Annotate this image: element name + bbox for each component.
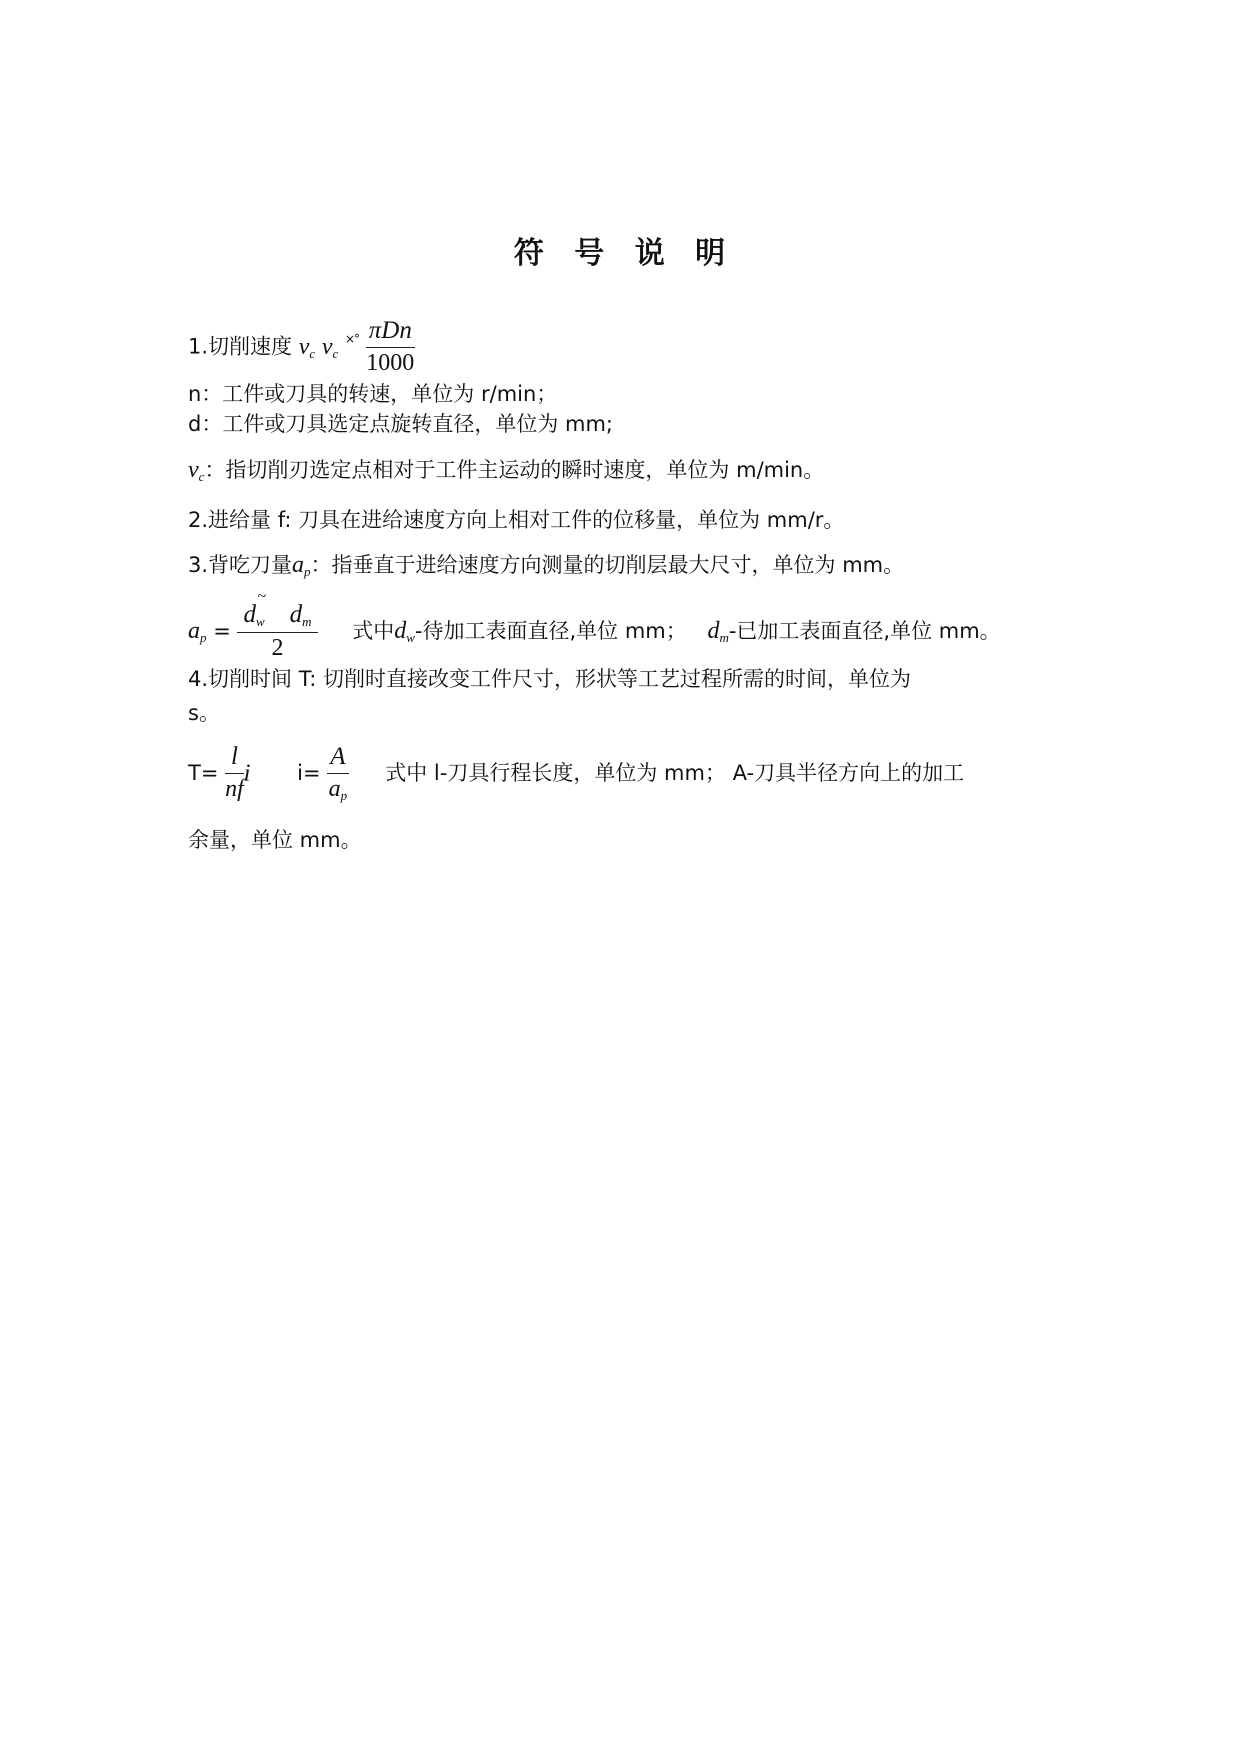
dw-description: -待加工表面直径,单位 mm； [414, 618, 687, 643]
ap-fraction [237, 602, 317, 661]
time-formula-line [188, 744, 964, 803]
time-fraction [225, 744, 244, 802]
garbled-glyph: ×° [344, 332, 360, 347]
line-n: n：工件或刀具的转速，单位为 r/min； [188, 382, 558, 406]
title-char: 号 [574, 236, 607, 271]
item-cutting-speed [188, 318, 415, 376]
title-char: 明 [695, 236, 728, 271]
line-vc [188, 458, 824, 483]
time-numerator: l [225, 744, 244, 774]
item3-label: 3.背吃刀量 [188, 553, 293, 577]
ap-denominator: 2 [271, 634, 284, 661]
vc-symbol: $v_c$ [298, 333, 316, 361]
formula-where: 式中 [352, 618, 395, 643]
ap-formula-line [188, 602, 1001, 661]
item-feed: 2.进给量 f: 刀具在进给速度方向上相对工件的位移量，单位为 mm/r。 [188, 508, 845, 532]
line-d: d：工件或刀具选定点旋转直径，单位为 mm; [188, 412, 613, 436]
formula-numerator: πDn [366, 318, 415, 348]
title-char: 符 [513, 236, 546, 271]
time-denominator: nf [225, 776, 244, 803]
i-equals: i= [297, 760, 321, 785]
vc-description: ：指切削刃选定点相对于工件主运动的瞬时速度，单位为 m/min。 [204, 458, 825, 482]
formula-denominator: 1000 [366, 350, 415, 377]
i-symbol: i [243, 760, 251, 787]
dm-symbol: $d_m$ [707, 617, 729, 645]
item-cutting-time-cont: s。 [188, 701, 220, 725]
item1-label: 1.切削速度 [188, 334, 293, 359]
ap-description: ：指垂直于进给速度方向测量的切削层最大尺寸，单位为 mm。 [310, 553, 905, 577]
time-formula-description: 式中 l-刀具行程长度，单位为 mm； A-刀具半径方向上的加工 [385, 760, 965, 785]
page-title [0, 228, 1241, 272]
last-line: 余量，单位 mm。 [188, 828, 362, 852]
dm-description: -已加工表面直径,单位 mm。 [728, 618, 1001, 643]
item-cutting-time: 4.切削时间 T: 切削时直接改变工件尺寸，形状等工艺过程所需的时间，单位为 [188, 667, 911, 691]
ap-numerator: $d_w$ ~ $d_m$ [237, 602, 317, 633]
vc-symbol: $v_c$ [321, 333, 339, 361]
t-equals: T= [188, 760, 219, 785]
equals-sign: = [213, 618, 231, 643]
passes-fraction [327, 744, 348, 803]
ap-symbol: $a_p$ [292, 552, 311, 579]
title-char: 说 [634, 236, 667, 271]
ap-symbol: $a_p$ [188, 617, 207, 645]
passes-denominator: $a_p$ [328, 776, 348, 804]
item-depth-of-cut [188, 553, 904, 578]
speed-formula [366, 318, 415, 376]
passes-numerator: A [327, 744, 348, 774]
dw-symbol: $d_w$ [394, 617, 415, 645]
vc-symbol: $v_c$ [188, 457, 205, 484]
